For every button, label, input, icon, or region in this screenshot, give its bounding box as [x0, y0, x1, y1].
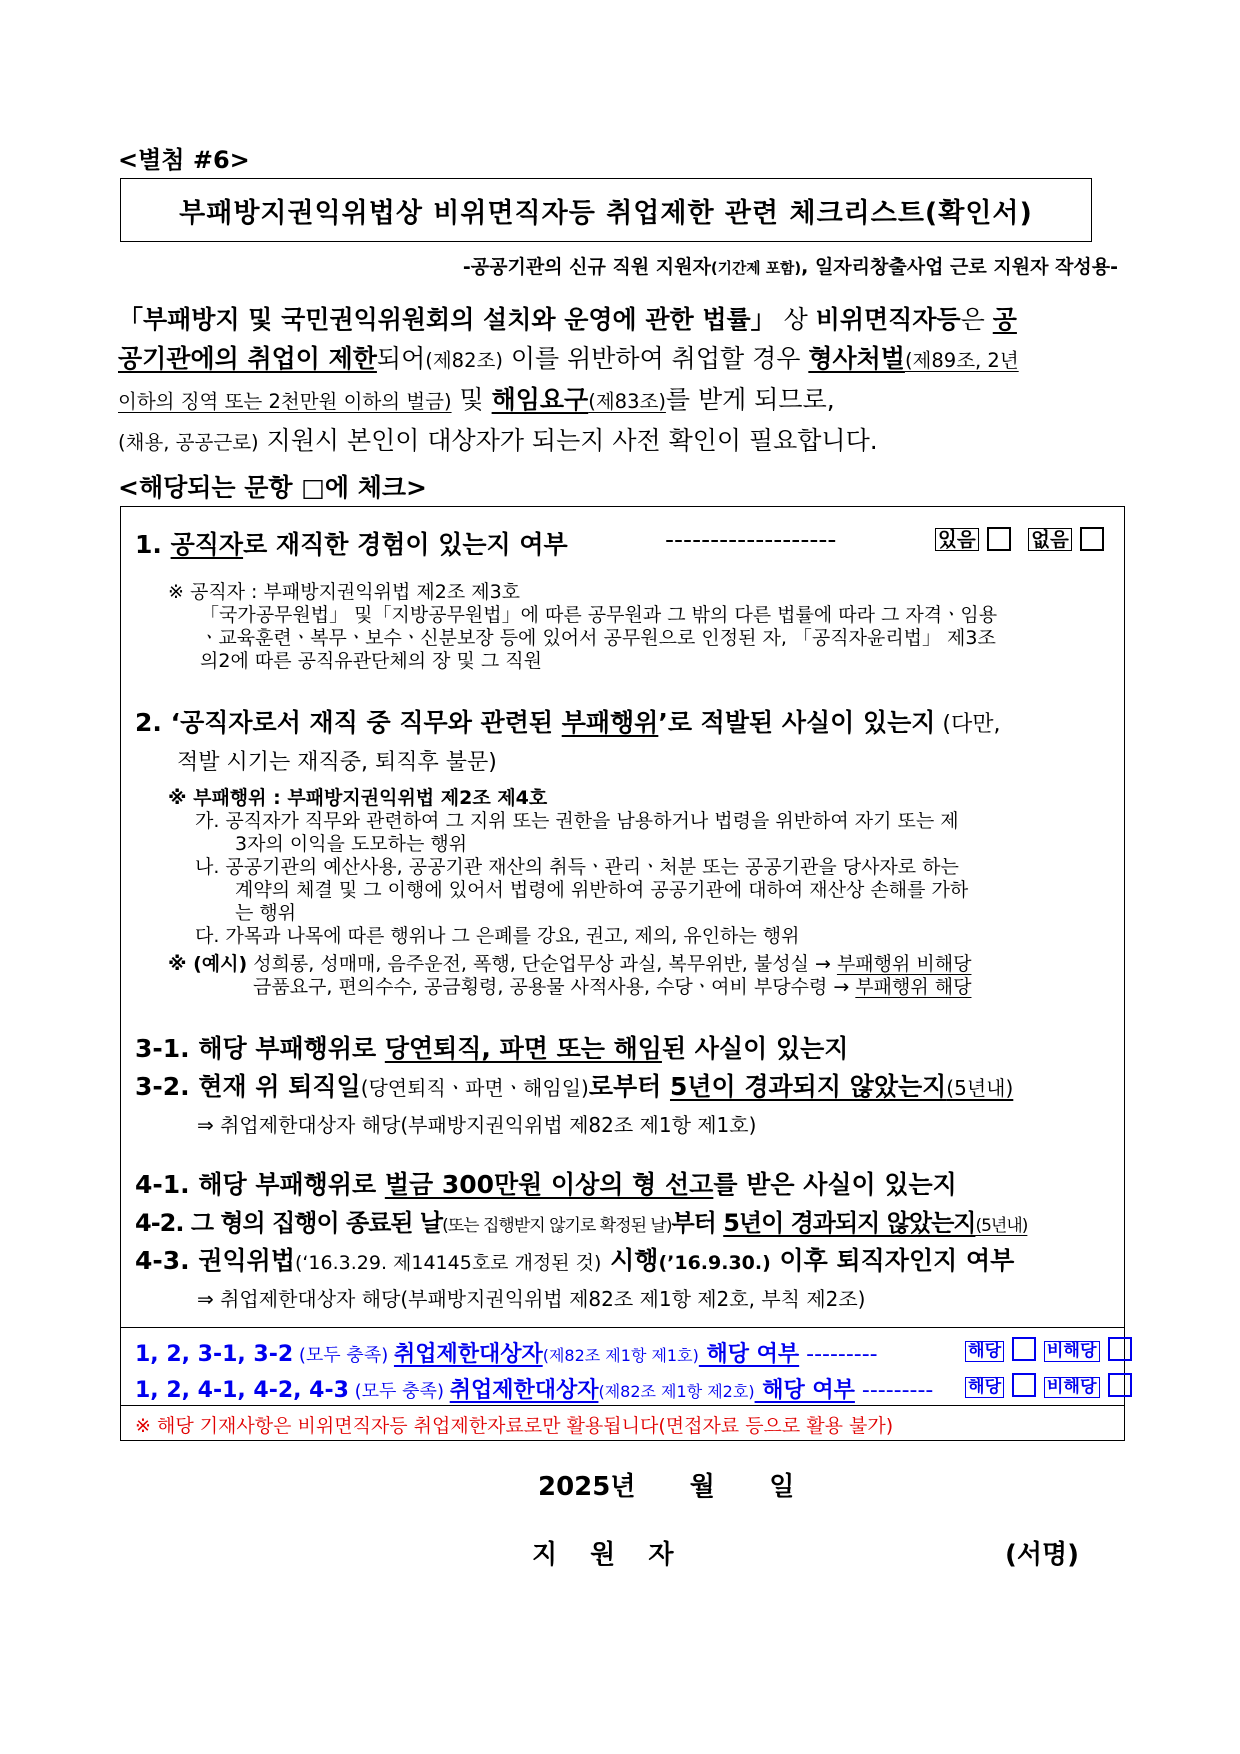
text: 해당 여부: [698, 1342, 800, 1367]
applicant-label: 지 원 자: [532, 1540, 686, 1570]
note-line: 계약의 체결 및 그 이행에 있어서 법령에 위반하여 공공기관에 대하여 재산상 손해를 가하: [235, 879, 969, 901]
text: 부패행위 비해당: [836, 953, 972, 975]
text: 부패행위: [561, 708, 659, 737]
text: 이후 퇴직자인지 여부: [770, 1246, 1015, 1275]
text: 로 재직한 경험이 있는지 여부: [243, 530, 568, 559]
summary-row-2: [135, 1373, 1112, 1404]
attachment-label: <별첨 #6>: [118, 146, 250, 174]
dashes: ---------: [854, 1378, 934, 1403]
text: (5년내): [946, 1076, 1014, 1100]
text: ’로 적발된 사실이 있는지: [658, 708, 936, 737]
text: 1, 2, 4-1, 4-2, 4-3: [135, 1378, 349, 1403]
text: (채용, 공공근로): [118, 431, 259, 454]
text: 5년이 경과되지 않았는지: [669, 1072, 947, 1101]
text: 를 받게 되므로,: [665, 385, 835, 414]
note-line: 「국가공무원법」 및「지방공무원법」에 따른 공무원과 그 밖의 다른 법률에 따라 그 자격ㆍ임용: [200, 604, 998, 626]
text: (또는 집행받지 않기로 확정된 날): [442, 1216, 672, 1236]
text: (제82조 제1항 제2호): [598, 1382, 755, 1401]
intro-line: [118, 380, 1118, 421]
no-label: 없음: [1028, 528, 1072, 551]
text: 상: [775, 305, 816, 334]
text: 공직자: [170, 530, 244, 559]
text: 및: [451, 385, 492, 414]
text: 은: [960, 305, 993, 334]
question-4-3: [135, 1241, 1112, 1277]
document-title: [120, 178, 1092, 242]
text: 공기관에의 취업이 제한: [118, 344, 377, 373]
note-line: 나. 공공기관의 예산사용, 공공기관 재산의 취득ㆍ관리ㆍ처분 또는 공공기관을 당사자로 하는: [195, 856, 959, 878]
text: (모두 충족): [293, 1345, 394, 1366]
q4-result: ⇒ 취업제한대상자 해당(부패방지권익위법 제82조 제1항 제2호, 부칙 제2조): [197, 1287, 866, 1311]
question-4-1: [135, 1165, 1112, 1201]
note-line: ㆍ교육훈련ㆍ복무ㆍ보수ㆍ신분보장 등에 있어서 공무원으로 인정된 자, 「공직자윤리법」 제3조: [200, 627, 996, 649]
subtitle-part: -공공기관의 신규 직원 지원자: [462, 256, 711, 278]
text: 성희롱, 성매매, 음주운전, 폭행, 단순업무상 과실, 복무위반, 불성실 →: [247, 953, 837, 975]
text: 3-2. 현재 위 퇴직일: [135, 1072, 361, 1101]
text: (제82조): [425, 349, 503, 372]
no-label: 비해당: [1044, 1341, 1100, 1362]
text: 취업제한대상자: [449, 1378, 599, 1403]
note-line: 3자의 이익을 도모하는 행위: [235, 833, 468, 855]
text: 해당 여부: [754, 1378, 855, 1403]
text: (‘16.3.29. 제14145호로 개정된 것): [294, 1252, 602, 1274]
checklist-box: [120, 506, 1125, 1441]
text: 부터: [671, 1209, 724, 1237]
text: (당연퇴직ㆍ파면ㆍ해임일): [360, 1076, 589, 1100]
summary-1-answer: [965, 1337, 1132, 1364]
no-label: 비해당: [1044, 1377, 1100, 1398]
text: 지원시 본인이 대상자가 되는지 사전 확인이 필요합니다.: [258, 426, 878, 455]
dashes: -------------------: [665, 525, 837, 554]
q2-subline: 적발 시기는 재직중, 퇴직후 불문): [177, 750, 497, 775]
question-4-2: [135, 1203, 1112, 1238]
text: 2. ‘공직자로서 재직 중 직무와 관련된: [135, 708, 562, 737]
text: (5년내): [975, 1216, 1028, 1236]
signature-field[interactable]: (서명): [1005, 1540, 1079, 1570]
intro-line: [118, 421, 1118, 462]
q2-note: [135, 787, 1112, 948]
text: 해임요구: [491, 385, 589, 414]
q1-no-checkbox[interactable]: [1080, 527, 1104, 551]
note-line: 의2에 따른 공직유관단체의 장 및 그 직원: [200, 650, 542, 672]
divider: [121, 1327, 1124, 1328]
text: (모두 충족): [348, 1381, 450, 1402]
note-head: ※ 부패행위 : 부패방지권익위법 제2조 제4호: [168, 787, 548, 809]
date-line[interactable]: 2025년 월 일: [538, 1472, 795, 1502]
question-3-1: [135, 1029, 1112, 1065]
note-line: ※ 공직자 : 부패방지권익위법 제2조 제3호: [168, 581, 521, 603]
text: 5년이 경과되지 않았는지: [723, 1209, 976, 1237]
dashes: ---------: [799, 1342, 878, 1367]
note-line: 가. 공직자가 직무와 관련하여 그 지위 또는 권한을 남용하거나 법령을 위반하여 자기 또는 제: [195, 810, 959, 832]
text: 이를 위반하여 취업할 경우: [502, 344, 809, 373]
law-name: 「부패방지 및 국민권익위원회의 설치와 운영에 관한 법률」: [118, 305, 776, 334]
text: 벌금 300만원 이상의 형 선고: [384, 1170, 714, 1199]
text: 공: [992, 305, 1017, 334]
question-1: [135, 525, 1112, 561]
text: 를 받은 사실이 있는지: [713, 1170, 957, 1199]
text: 3-1. 해당 부패행위로: [135, 1034, 385, 1063]
text: 형사처벌: [808, 344, 905, 373]
text: 금품요구, 편의수수, 공금횡령, 공용물 사적사용, 수당ㆍ여비 부당수령 →: [253, 976, 856, 998]
title-text: 부패방지권익위법상 비위면직자등 취업제한 관련 체크리스트(확인서): [179, 197, 1033, 229]
text: 되어: [376, 344, 426, 373]
text: (제82조 제1항 제1호): [542, 1346, 699, 1365]
text: 시행: [601, 1246, 659, 1275]
q3-result: ⇒ 취업제한대상자 해당(부패방지권익위법 제82조 제1항 제1호): [197, 1113, 757, 1137]
summary-1-yes-checkbox[interactable]: [1012, 1337, 1036, 1361]
usage-warning: ※ 해당 기재사항은 비위면직자등 취업제한자료로만 활용됩니다(면접자료 등으로 활용 불가): [135, 1415, 894, 1437]
intro-line: [118, 339, 1118, 380]
text: (다만,: [935, 712, 1001, 737]
q1-yes-checkbox[interactable]: [987, 527, 1011, 551]
check-instruction: <해당되는 문항 □에 체크>: [118, 473, 427, 502]
text: (제83조): [588, 390, 666, 413]
text: 비위면직자등: [815, 305, 961, 334]
text: ※ (예시): [168, 953, 248, 975]
text: 4-3. 권익위법: [135, 1246, 295, 1275]
summary-row-1: [135, 1337, 1112, 1368]
summary-1-no-checkbox[interactable]: [1108, 1337, 1132, 1361]
document-subtitle: [463, 252, 1118, 279]
summary-2-answer: [965, 1373, 1132, 1400]
summary-2-yes-checkbox[interactable]: [1012, 1373, 1036, 1397]
text: 이하의 징역 또는 2천만원 이하의 벌금): [118, 390, 452, 413]
text: 1, 2, 3-1, 3-2: [135, 1342, 294, 1367]
text: 로부터: [588, 1072, 670, 1101]
q1-answer: [935, 525, 1104, 554]
note-line: 는 행위: [235, 902, 297, 924]
text: 1.: [135, 530, 171, 559]
note-line: 다. 가목과 나목에 따른 행위나 그 은폐를 강요, 권고, 제의, 유인하는 행위: [195, 925, 800, 947]
q1-note: [135, 581, 1112, 673]
intro-line: [118, 300, 1118, 339]
text: 당연퇴직, 파면 또는 해임: [384, 1034, 662, 1063]
summary-2-no-checkbox[interactable]: [1108, 1373, 1132, 1397]
yes-label: 해당: [965, 1377, 1004, 1398]
text: (제89조, 2년: [904, 349, 1019, 372]
text: 된 사실이 있는지: [661, 1034, 849, 1063]
intro-paragraph: [118, 300, 1118, 462]
yes-label: 해당: [965, 1341, 1004, 1362]
text: 취업제한대상자: [393, 1342, 543, 1367]
yes-label: 있음: [935, 528, 979, 551]
text: 4-2. 그 형의 집행이 종료된 날: [135, 1209, 443, 1237]
q2-examples: [135, 953, 1112, 999]
text: (’16.9.30.): [658, 1252, 771, 1274]
subtitle-part: , 일자리창출사업 근로 지원자 작성용-: [801, 256, 1118, 278]
text: 4-1. 해당 부패행위로: [135, 1170, 385, 1199]
text: 부패행위 해당: [855, 976, 972, 998]
question-3-2: [135, 1067, 1112, 1103]
divider: [121, 1405, 1124, 1406]
question-2: [135, 703, 1112, 739]
subtitle-part: (기간제 포함): [710, 260, 802, 277]
